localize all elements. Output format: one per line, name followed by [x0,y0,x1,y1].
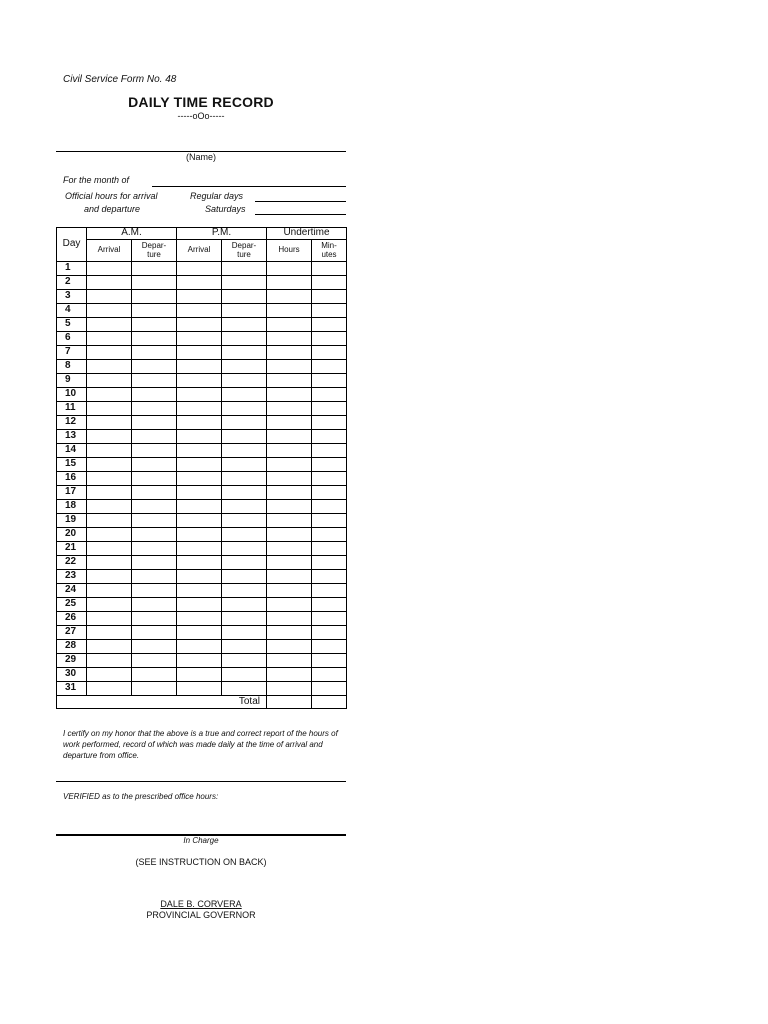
am-departure-cell[interactable] [132,332,177,346]
undertime-hours-cell[interactable] [267,276,312,290]
am-departure-cell[interactable] [132,318,177,332]
employee-signature-line [56,781,346,782]
undertime-minutes-cell[interactable] [312,374,347,388]
pm-departure-cell[interactable] [222,458,267,472]
pm-departure-cell[interactable] [222,514,267,528]
day-row [57,430,347,444]
am-arrival-cell[interactable] [87,682,132,696]
am-departure-cell[interactable] [132,570,177,584]
undertime-hours-cell[interactable] [267,640,312,654]
am-arrival-cell[interactable] [87,570,132,584]
day-number: 23 [57,570,87,584]
day-number: 28 [57,640,87,654]
am-departure-cell[interactable] [132,304,177,318]
day-row [57,458,347,472]
am-arrival-cell[interactable] [87,640,132,654]
day-row [57,500,347,514]
undertime-minutes-cell[interactable] [312,570,347,584]
undertime-hours-cell[interactable] [267,668,312,682]
undertime-minutes-cell[interactable] [312,626,347,640]
day-row [57,444,347,458]
undertime-minutes-cell[interactable] [312,388,347,402]
day-row [57,290,347,304]
day-row [57,682,347,696]
am-departure-cell[interactable] [132,360,177,374]
signatory-name: DALE B. CORVERA [160,899,242,909]
undertime-hours-cell[interactable] [267,486,312,500]
undertime-hours-cell[interactable] [267,318,312,332]
certification-text: I certify on my honor that the above is a true and correct report of the hours of work performed, record of which was made daily at the time of arrival and departure from office. [63,729,338,760]
day-row [57,640,347,654]
am-departure-cell[interactable] [132,556,177,570]
day-number: 17 [57,486,87,500]
day-number: 19 [57,514,87,528]
form-number: Civil Service Form No. 48 [63,74,177,85]
pm-arrival-cell[interactable] [177,584,222,598]
undertime-hours-cell[interactable] [267,598,312,612]
day-row [57,332,347,346]
day-row [57,374,347,388]
day-number: 20 [57,528,87,542]
undertime-hours-cell[interactable] [267,304,312,318]
pm-arrival-cell[interactable] [177,402,222,416]
undertime-minutes-cell[interactable] [312,276,347,290]
pm-arrival-cell[interactable] [177,542,222,556]
am-departure-cell[interactable] [132,682,177,696]
undertime-minutes-cell[interactable] [312,598,347,612]
undertime-minutes-cell[interactable] [312,542,347,556]
am-arrival-cell[interactable] [87,346,132,360]
pm-departure-cell[interactable] [222,570,267,584]
day-number: 22 [57,556,87,570]
day-number: 14 [57,444,87,458]
pm-departure-cell[interactable] [222,528,267,542]
am-arrival-cell[interactable] [87,584,132,598]
time-record-table [56,227,347,709]
total-row [57,696,347,709]
undertime-hours-cell[interactable] [267,388,312,402]
pm-departure-cell[interactable] [222,262,267,276]
pm-departure-header: Depar- ture [222,240,267,262]
am-departure-cell[interactable] [132,276,177,290]
month-line [152,186,346,187]
undertime-minutes-cell[interactable] [312,528,347,542]
day-number: 3 [57,290,87,304]
am-arrival-cell[interactable] [87,276,132,290]
am-departure-cell[interactable] [132,528,177,542]
day-header: Day [57,228,87,262]
day-number: 12 [57,416,87,430]
pm-departure-cell[interactable] [222,598,267,612]
day-number: 10 [57,388,87,402]
am-arrival-cell[interactable] [87,318,132,332]
pm-arrival-cell[interactable] [177,654,222,668]
in-charge-label: In Charge [183,836,219,845]
day-number: 5 [57,318,87,332]
name-label: (Name) [185,152,216,162]
undertime-minutes-cell[interactable] [312,430,347,444]
undertime-hours-cell[interactable] [267,528,312,542]
pm-departure-cell[interactable] [222,654,267,668]
undertime-hours-cell[interactable] [267,374,312,388]
pm-departure-cell[interactable] [222,486,267,500]
pm-arrival-cell[interactable] [177,486,222,500]
undertime-minutes-cell[interactable] [312,668,347,682]
saturdays-label: Saturdays [205,204,246,214]
am-departure-cell[interactable] [132,584,177,598]
pm-departure-cell[interactable] [222,668,267,682]
pm-departure-cell[interactable] [222,374,267,388]
undertime-hours-cell[interactable] [267,514,312,528]
undertime-hours-cell[interactable] [267,430,312,444]
am-arrival-cell[interactable] [87,388,132,402]
pm-departure-cell[interactable] [222,612,267,626]
day-number: 8 [57,360,87,374]
am-arrival-cell[interactable] [87,402,132,416]
pm-arrival-cell[interactable] [177,472,222,486]
undertime-minutes-cell[interactable] [312,612,347,626]
pm-arrival-cell[interactable] [177,416,222,430]
day-number: 31 [57,682,87,696]
am-arrival-cell[interactable] [87,612,132,626]
day-rows [57,262,347,709]
am-departure-cell[interactable] [132,290,177,304]
undertime-hours-cell[interactable] [267,682,312,696]
day-row [57,486,347,500]
undertime-minutes-cell[interactable] [312,332,347,346]
total-hours-cell[interactable] [267,696,312,709]
undertime-hours-cell[interactable] [267,472,312,486]
day-number: 13 [57,430,87,444]
pm-departure-cell[interactable] [222,346,267,360]
am-arrival-cell[interactable] [87,262,132,276]
day-number: 18 [57,500,87,514]
day-row [57,612,347,626]
am-arrival-cell[interactable] [87,304,132,318]
verified-label: VERIFIED as to the prescribed office hours: [63,792,219,801]
undertime-hours-cell[interactable] [267,360,312,374]
am-departure-cell[interactable] [132,486,177,500]
am-arrival-cell[interactable] [87,444,132,458]
pm-departure-cell[interactable] [222,402,267,416]
day-row [57,570,347,584]
undertime-hours-cell[interactable] [267,444,312,458]
pm-departure-cell[interactable] [222,276,267,290]
pm-header: P.M. [177,228,267,240]
day-number: 25 [57,598,87,612]
pm-arrival-cell[interactable] [177,514,222,528]
day-number: 16 [57,472,87,486]
day-row [57,318,347,332]
undertime-minutes-cell[interactable] [312,682,347,696]
undertime-hours-cell[interactable] [267,612,312,626]
pm-arrival-cell[interactable] [177,374,222,388]
undertime-hours-cell[interactable] [267,584,312,598]
undertime-hours-cell[interactable] [267,626,312,640]
pm-arrival-cell[interactable] [177,640,222,654]
undertime-hours-cell[interactable] [267,556,312,570]
pm-departure-cell[interactable] [222,584,267,598]
undertime-minutes-cell[interactable] [312,444,347,458]
day-number: 24 [57,584,87,598]
pm-arrival-cell[interactable] [177,332,222,346]
am-departure-cell[interactable] [132,514,177,528]
am-departure-cell[interactable] [132,262,177,276]
pm-departure-cell[interactable] [222,388,267,402]
undertime-hours-cell[interactable] [267,346,312,360]
pm-departure-cell[interactable] [222,500,267,514]
pm-arrival-cell[interactable] [177,304,222,318]
undertime-minutes-cell[interactable] [312,500,347,514]
am-departure-cell[interactable] [132,346,177,360]
undertime-minutes-cell[interactable] [312,486,347,500]
day-row [57,528,347,542]
am-departure-cell[interactable] [132,458,177,472]
am-departure-cell[interactable] [132,402,177,416]
pm-arrival-cell[interactable] [177,388,222,402]
saturdays-line [255,214,346,215]
day-number: 2 [57,276,87,290]
am-departure-cell[interactable] [132,374,177,388]
pm-departure-cell[interactable] [222,290,267,304]
day-row [57,304,347,318]
day-row [57,654,347,668]
day-row [57,514,347,528]
undertime-hours-cell[interactable] [267,402,312,416]
pm-arrival-cell[interactable] [177,682,222,696]
official-hours-label-cont: and departure [84,204,141,214]
am-arrival-cell[interactable] [87,598,132,612]
pm-departure-cell[interactable] [222,542,267,556]
pm-arrival-header: Arrival [177,240,222,262]
pm-departure-cell[interactable] [222,360,267,374]
day-row [57,416,347,430]
am-arrival-cell[interactable] [87,430,132,444]
pm-arrival-cell[interactable] [177,276,222,290]
am-arrival-header: Arrival [87,240,132,262]
undertime-hours-cell[interactable] [267,654,312,668]
day-row [57,388,347,402]
undertime-hours-cell[interactable] [267,458,312,472]
form-title: DAILY TIME RECORD [128,94,274,110]
undertime-minutes-cell[interactable] [312,640,347,654]
undertime-minutes-cell[interactable] [312,654,347,668]
undertime-minutes-cell[interactable] [312,556,347,570]
pm-departure-cell[interactable] [222,444,267,458]
am-arrival-cell[interactable] [87,542,132,556]
am-arrival-cell[interactable] [87,668,132,682]
pm-arrival-cell[interactable] [177,570,222,584]
am-arrival-cell[interactable] [87,556,132,570]
undertime-minutes-cell[interactable] [312,360,347,374]
pm-arrival-cell[interactable] [177,626,222,640]
am-departure-cell[interactable] [132,500,177,514]
month-label: For the month of [63,175,130,185]
day-number: 1 [57,262,87,276]
day-row [57,472,347,486]
undertime-minutes-cell[interactable] [312,584,347,598]
am-arrival-cell[interactable] [87,514,132,528]
undertime-hours-cell[interactable] [267,332,312,346]
am-arrival-cell[interactable] [87,472,132,486]
undertime-hours-cell[interactable] [267,262,312,276]
undertime-hours-cell[interactable] [267,500,312,514]
am-arrival-cell[interactable] [87,360,132,374]
undertime-minutes-cell[interactable] [312,472,347,486]
pm-departure-cell[interactable] [222,332,267,346]
am-arrival-cell[interactable] [87,654,132,668]
day-number: 15 [57,458,87,472]
am-arrival-cell[interactable] [87,626,132,640]
pm-departure-cell[interactable] [222,430,267,444]
undertime-minutes-cell[interactable] [312,416,347,430]
am-arrival-cell[interactable] [87,290,132,304]
pm-departure-cell[interactable] [222,416,267,430]
official-hours-label: Official hours for arrival [65,191,158,201]
am-departure-cell[interactable] [132,542,177,556]
day-row [57,276,347,290]
day-row [57,598,347,612]
pm-arrival-cell[interactable] [177,430,222,444]
am-arrival-cell[interactable] [87,374,132,388]
am-departure-cell[interactable] [132,654,177,668]
total-minutes-cell[interactable] [312,696,347,709]
am-arrival-cell[interactable] [87,486,132,500]
day-row [57,402,347,416]
day-row [57,626,347,640]
undertime-hours-cell[interactable] [267,570,312,584]
regular-days-label: Regular days [190,191,244,201]
pm-departure-cell[interactable] [222,682,267,696]
pm-arrival-cell[interactable] [177,458,222,472]
day-number: 29 [57,654,87,668]
minutes-header: Min- utes [312,240,347,262]
day-number: 21 [57,542,87,556]
hours-header: Hours [267,240,312,262]
pm-departure-cell[interactable] [222,556,267,570]
am-departure-cell[interactable] [132,444,177,458]
undertime-minutes-cell[interactable] [312,290,347,304]
day-row [57,556,347,570]
pm-arrival-cell[interactable] [177,612,222,626]
undertime-header: Undertime [267,228,347,240]
pm-arrival-cell[interactable] [177,528,222,542]
day-number: 6 [57,332,87,346]
am-departure-cell[interactable] [132,430,177,444]
title-separator: -----oOo----- [177,111,225,121]
am-header: A.M. [87,228,177,240]
day-row [57,542,347,556]
day-row [57,346,347,360]
pm-arrival-cell[interactable] [177,556,222,570]
am-departure-header: Depar- ture [132,240,177,262]
am-departure-cell[interactable] [132,640,177,654]
pm-departure-cell[interactable] [222,304,267,318]
see-instruction-note: (SEE INSTRUCTION ON BACK) [135,857,267,867]
undertime-minutes-cell[interactable] [312,458,347,472]
pm-departure-cell[interactable] [222,472,267,486]
pm-arrival-cell[interactable] [177,346,222,360]
pm-departure-cell[interactable] [222,318,267,332]
day-row [57,584,347,598]
am-departure-cell[interactable] [132,388,177,402]
day-row [57,668,347,682]
am-departure-cell[interactable] [132,416,177,430]
am-arrival-cell[interactable] [87,458,132,472]
undertime-hours-cell[interactable] [267,416,312,430]
am-departure-cell[interactable] [132,612,177,626]
pm-arrival-cell[interactable] [177,668,222,682]
undertime-hours-cell[interactable] [267,290,312,304]
am-departure-cell[interactable] [132,668,177,682]
am-arrival-cell[interactable] [87,416,132,430]
am-departure-cell[interactable] [132,472,177,486]
total-label: Total [57,696,267,709]
undertime-minutes-cell[interactable] [312,262,347,276]
am-departure-cell[interactable] [132,598,177,612]
day-number: 7 [57,346,87,360]
day-number: 11 [57,402,87,416]
pm-arrival-cell[interactable] [177,262,222,276]
day-number: 9 [57,374,87,388]
pm-departure-cell[interactable] [222,640,267,654]
undertime-minutes-cell[interactable] [312,346,347,360]
pm-arrival-cell[interactable] [177,318,222,332]
pm-arrival-cell[interactable] [177,598,222,612]
undertime-minutes-cell[interactable] [312,318,347,332]
signatory-title: PROVINCIAL GOVERNOR [146,910,256,920]
day-number: 4 [57,304,87,318]
undertime-minutes-cell[interactable] [312,402,347,416]
day-row [57,360,347,374]
day-number: 30 [57,668,87,682]
undertime-minutes-cell[interactable] [312,304,347,318]
pm-arrival-cell[interactable] [177,360,222,374]
am-arrival-cell[interactable] [87,332,132,346]
undertime-minutes-cell[interactable] [312,514,347,528]
pm-arrival-cell[interactable] [177,500,222,514]
am-arrival-cell[interactable] [87,500,132,514]
day-row [57,262,347,276]
day-number: 27 [57,626,87,640]
undertime-hours-cell[interactable] [267,542,312,556]
am-departure-cell[interactable] [132,626,177,640]
pm-arrival-cell[interactable] [177,444,222,458]
day-number: 26 [57,612,87,626]
am-arrival-cell[interactable] [87,528,132,542]
regular-days-line [255,201,346,202]
pm-departure-cell[interactable] [222,626,267,640]
pm-arrival-cell[interactable] [177,290,222,304]
